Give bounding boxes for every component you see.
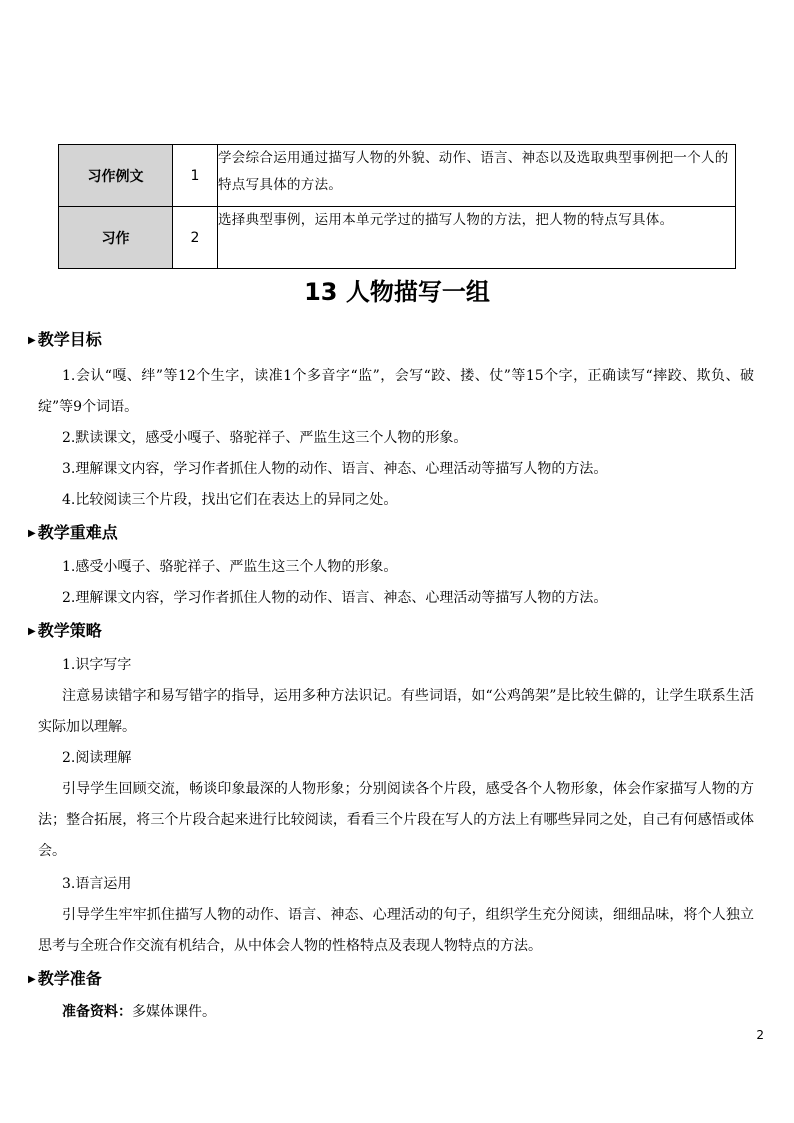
strategy-subtitle: 3.语言运用 [62, 876, 132, 892]
triangle-bullet-icon: ▶ [28, 335, 36, 346]
section-heading-strategy [28, 618, 102, 645]
goal-item: 4.比较阅读三个片段，找出它们在表达上的异同之处。 [62, 492, 398, 508]
prep-line [62, 997, 216, 1028]
prep-label: 准备资料： [62, 1004, 132, 1020]
writing-table [58, 144, 736, 269]
heading-text: 教学准备 [37, 969, 102, 988]
heading-text: 教学目标 [37, 330, 102, 349]
row-name: 习作 [59, 207, 173, 269]
row-hours: 1 [173, 145, 218, 207]
row-hours: 2 [173, 207, 218, 269]
table-row [59, 145, 736, 207]
strategy-text: 引导学生回顾交流，畅谈印象最深的人物形象；分别阅读各个片段，感受各个人物形象，体会作家描写人物的方法；整合拓展，将三个片段合起来进行比较阅读，看看三个片段在写人的方法上有哪些异同之处，自己有何感悟或体会。 [38, 781, 754, 859]
section-heading-prep [28, 966, 102, 993]
strategy-text: 引导学生牢牢抓住描写人物的动作、语言、神态、心理活动的句子，组织学生充分阅读，细细品味，将个人独立思考与全班合作交流有机结合，从中体会人物的性格特点及表现人物特点的方法。 [38, 907, 754, 954]
row-description: 选择典型事例，运用本单元学过的描写人物的方法，把人物的特点写具体。 [218, 207, 736, 269]
goal-item: 3.理解课文内容，学习作者抓住人物的动作、语言、神态、心理活动等描写人物的方法。 [62, 461, 608, 477]
keypoint-item: 1.感受小嘎子、骆驼祥子、严监生这三个人物的形象。 [62, 559, 398, 575]
row-name: 习作例文 [59, 145, 173, 207]
triangle-bullet-icon: ▶ [28, 626, 36, 637]
page-number: 2 [756, 1028, 764, 1042]
lesson-title: 13 人物描写一组 [304, 278, 490, 306]
section-heading-keypoints [28, 520, 118, 547]
table-row [59, 207, 736, 269]
section-heading-goals [28, 327, 102, 354]
triangle-bullet-icon: ▶ [28, 974, 36, 985]
strategy-subtitle: 2.阅读理解 [62, 750, 132, 766]
heading-text: 教学策略 [37, 621, 102, 640]
goal-item: 2.默读课文，感受小嘎子、骆驼祥子、严监生这三个人物的形象。 [62, 430, 468, 446]
triangle-bullet-icon: ▶ [28, 528, 36, 539]
heading-text: 教学重难点 [37, 523, 118, 542]
keypoint-item: 2.理解课文内容，学习作者抓住人物的动作、语言、神态、心理活动等描写人物的方法。 [62, 590, 608, 606]
prep-value: 多媒体课件。 [132, 1004, 216, 1020]
goal-item: 1.会认“嘎、绊”等12个生字，读准1个多音字“监”，会写“跤、搂、仗”等15个字，正确读写“摔跤、欺负、破绽”等9个词语。 [38, 368, 754, 415]
strategy-text: 注意易读错字和易写错字的指导，运用多种方法识记。有些词语，如“公鸡鸽架”是比较生僻的，让学生联系生活实际加以理解。 [38, 688, 754, 735]
row-description: 学会综合运用通过描写人物的外貌、动作、语言、神态以及选取典型事例把一个人的特点写具体的方法。 [218, 145, 736, 207]
strategy-subtitle: 1.识字写字 [62, 657, 132, 673]
